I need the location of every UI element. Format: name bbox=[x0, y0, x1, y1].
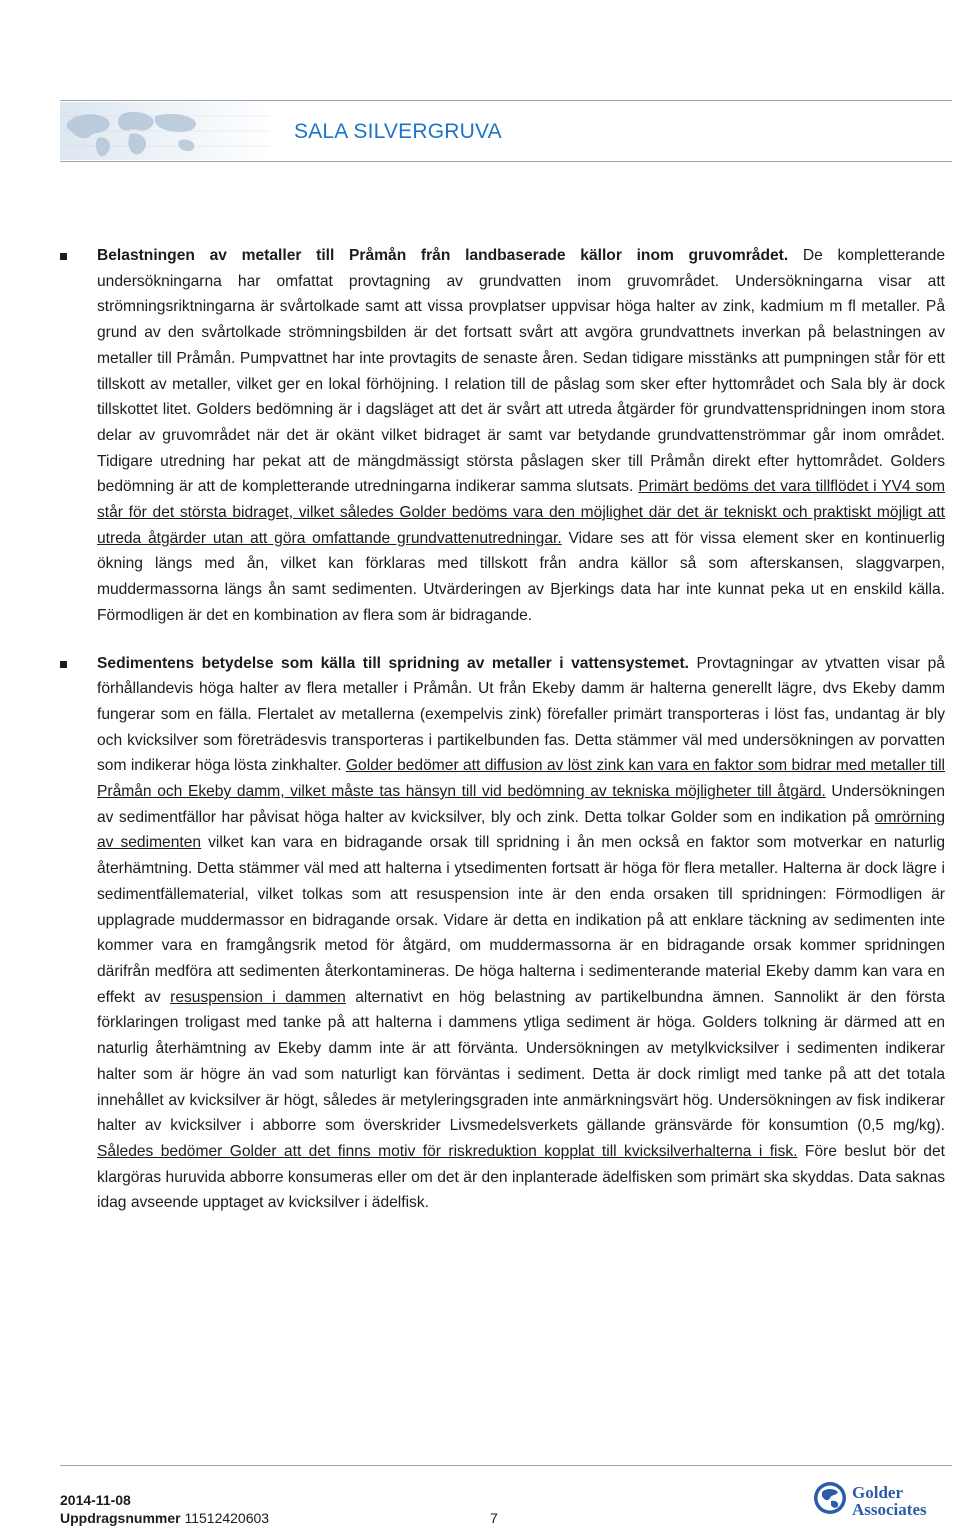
section-text: Undersökningen av sedimentfällor har påvisat höga halter av kvicksilver, bly och zink. Detta tolkar Golder som en indikation på bbox=[97, 783, 945, 826]
assignment-number: 11512420603 bbox=[184, 1510, 270, 1526]
golder-globe-icon bbox=[812, 1480, 848, 1516]
golder-logo bbox=[812, 1478, 940, 1524]
assignment-label: Uppdragsnummer bbox=[60, 1510, 181, 1526]
header-rule-top bbox=[60, 100, 952, 101]
section-text: De kompletterande undersökningarna har omfattat provtagning av grundvatten inom gruvområdet. Undersökningarna visar att strömningsriktningarna är svårtolkade samt att vissa provplatser uppvisar höga halter av zink, kadmium m fl metaller. På grund av den svårtolkade strömningsbilden är det fortsatt svårt att avgöra grundvattnets inverkan på belastningen av metaller till Pråmån. Pumpvattnet har inte provtagits de senaste åren. Sedan tidigare misstänks att pumpningen står för ett tillskott av metaller, vilket ger en lokal förhöjning. I relation till de påslag som sker efter hyttområdet och Sala bly är dock tillskottet litet. Golders bedömning är i dagsläget att det är svårt att utreda åtgärder för grundvattenspridningen inom stora delar av gruvområdet när det är okänt vilket bidraget är samt var betydande grundvattenströmmar går inom området. Tidigare utredning har pekat att de mängdmässigt största påslagen sker till Pråmån direkt efter hyttområdet. Golders bedömning är att de kompletterande utredningarna indikerar samma slutsats. bbox=[97, 247, 945, 496]
underlined-text: Primärt bedöms det vara tillflödet i YV4 som står för det största bidraget, vilket således Golder bedöms vara den möjlighet där det är tekniskt och praktiskt möjligt att utreda åtgärder utan att göra omfattande grundvattenutredningar. bbox=[97, 478, 945, 547]
section-text: Före beslut bör det klargöras huruvida abborre konsumeras eller om det är den inplanterade ädelfisken som primärt ska skyddas. Data saknas idag avseende upptaget av kvicksilver i ädelfisk. bbox=[97, 1142, 945, 1212]
footer-rule bbox=[60, 1465, 952, 1466]
bullet-section-metals bbox=[60, 243, 945, 629]
document-body bbox=[60, 243, 945, 1238]
section-text: vilket kan vara en bidragande orsak till spridning i ån men också en faktor som motverkar en naturlig återhämtning. Detta stämmer väl med att halterna i ytsedimenten fortsatt är höga för flera metaller. Halterna är dock lägre i sedimentfällematerial, vilket tolkas som att resuspension inte är den enda orsaken till spridningen: Förmodligen är upplagrade muddermassor en bidragande orsak. Vidare är detta en indikation på att enklare täckning av sedimenten inte kommer vara en framgångsrik metod för åtgärd, om muddermassorna är en bidragande orsak kommer spridningen därifrån medföra att sedimenten återkontamineras. De höga halterna i sedimenterande material Ekeby damm kan vara en effekt av bbox=[97, 834, 945, 1006]
section-text: Provtagningar av ytvatten visar på förhållandevis höga halter av flera metaller i Pråmån. Ut från Ekeby damm är halterna generellt lägre, dvs Ekeby damm fungerar som en fälla. Flertalet av metallerna (exempelvis zink) förefaller primärt transporteras i löst fas, undantag är bly och kvicksilver som företrädesvis transporteras i partikelbunden fas. Detta stämmer väl med undersökningen av porvatten som indikerar höga lösta zinkhalter. bbox=[97, 654, 945, 775]
page-header bbox=[60, 100, 952, 162]
page-number: 7 bbox=[490, 1510, 498, 1526]
section-text: Vidare ses att för vissa element sker en kontinuerlig ökning längs med ån, vilket kan förklaras med tillskott från andra källor så som afterskansen, slaggvarpen, muddermassorna längs ån samt sedimenten. Utvärderingen av Bjerkings data har inte kunnat peka ut en enskild källa. Förmodligen är det en kombination av flera som är bidragande. bbox=[97, 529, 945, 624]
section-lead: Belastningen av metaller till Pråmån från landbaserade källor inom gruvområdet. bbox=[97, 247, 789, 264]
underlined-text: Således bedömer Golder att det finns motiv för riskreduktion kopplat till kvicksilverhalterna i fisk. bbox=[97, 1142, 798, 1160]
bullet-section-sediments bbox=[60, 651, 945, 1216]
bullet-square-icon bbox=[60, 661, 67, 668]
section-lead: Sedimentens betydelse som källa till spridning av metaller i vattensystemet. bbox=[97, 654, 689, 672]
underlined-text: resuspension i dammen bbox=[170, 988, 346, 1006]
footer-assignment bbox=[60, 1510, 269, 1526]
document-title: SALA SILVERGRUVA bbox=[294, 120, 502, 143]
logo-text-line1: Golder bbox=[852, 1483, 903, 1502]
logo-text-line2: Associates bbox=[852, 1500, 927, 1519]
header-rule-bottom bbox=[60, 161, 952, 162]
section-text: alternativt en hög belastning av partikelbundna ämnen. Sannolikt är den första förklaringen troligast med tanke på att halterna i dammens ytliga sediment är höga. Golders tolkning är därmed att en naturlig återhämtning av Ekeby damm inte är att förvänta. Undersökningen av metylkvicksilver i sedimenten indikerar halter som är högre än vad som naturligt kan förväntas i sediment. Detta är dock rimligt med tanke på att det totala innehållet av kvicksilver är högt, således är metyleringsgraden inte anmärkningsvärt hög. Undersökningen av fisk indikerar halter av kvicksilver i abborre som överskrider Livsmedelsverkets gällande gränsvärde för konsumtion (0,5 mg/kg). bbox=[97, 988, 946, 1135]
bullet-square-icon bbox=[60, 253, 67, 260]
world-map-graphic bbox=[60, 102, 270, 160]
footer-date: 2014-11-08 bbox=[60, 1492, 131, 1508]
underlined-text: Golder bedömer att diffusion av löst zink kan vara en faktor som bidrar med metaller till Pråmån och Ekeby damm, vilket måste tas hänsyn till vid bedömning av tekniska möjligheter till åtgärd. bbox=[97, 757, 945, 801]
underlined-text: omrörning av sedimenten bbox=[97, 808, 945, 852]
world-map-icon bbox=[60, 102, 270, 160]
